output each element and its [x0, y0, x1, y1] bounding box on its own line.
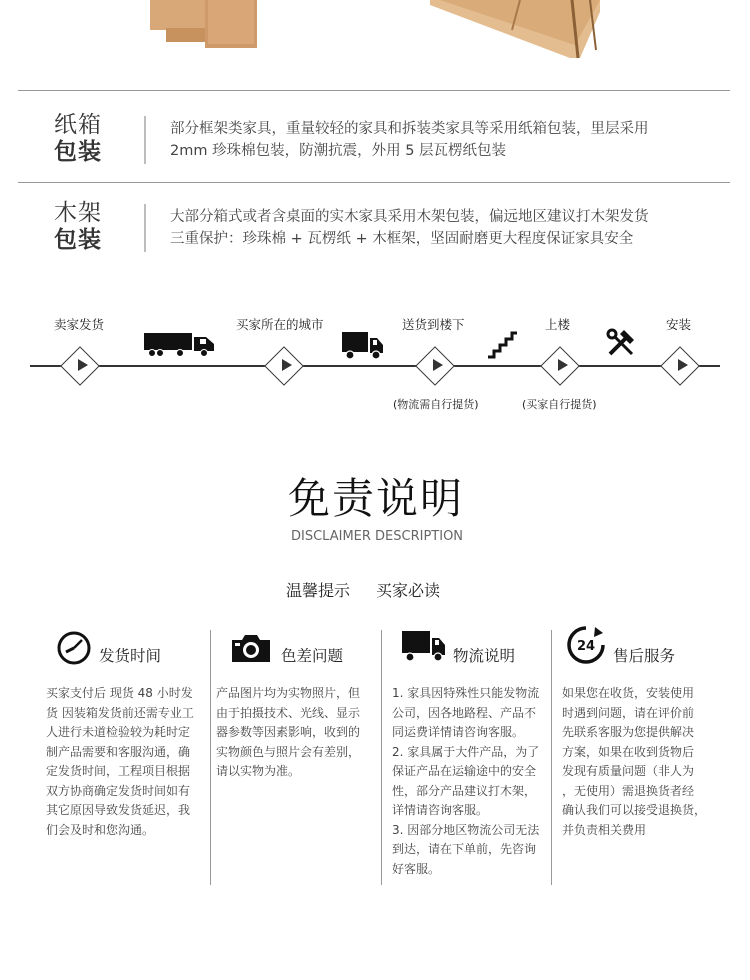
flow-note: (物流需自行提货): [393, 398, 479, 411]
text-line: 详情请咨询客服。: [392, 803, 489, 817]
play-icon: [282, 359, 292, 371]
delivery-truck-icon: [402, 630, 446, 662]
play-icon: [78, 359, 88, 371]
divider: [18, 182, 730, 183]
text-line: 产品图片均为实物照片，但: [216, 686, 361, 700]
color-difference-text: [216, 684, 376, 782]
logistics-text: [392, 684, 557, 879]
text-line: 如果您在收货，安装使用: [562, 686, 695, 700]
carton-packing-text: [170, 118, 649, 162]
flow-step-label: 安装: [666, 317, 692, 332]
text-line: 发现有质量问题（非人为: [562, 764, 695, 778]
text-line: 人进行未道检验较为耗时定: [46, 725, 191, 739]
text-line: 同运费详情请咨询客服。: [392, 725, 525, 739]
play-icon: [558, 359, 568, 371]
text-line: 时遇到问题，请在评价前: [562, 705, 695, 720]
text-line: 性，部分产品建议打木架，: [392, 783, 537, 798]
text-line: 方案，如果在收到货物后: [562, 744, 695, 759]
text-line: 大部分箱式或者含桌面的实木家具采用木架包装，偏远地区建议打木架发货: [170, 209, 649, 225]
text-line: 保证产品在运输途中的安全: [392, 764, 537, 778]
text-line: 买家支付后 现货 48 小时发: [46, 686, 193, 700]
text-line: 由于拍摄技术、光线、显示: [216, 705, 361, 720]
wood-frame-packing-text: [170, 206, 649, 250]
text-line: 三重保护：珍珠棉 + 瓦楞纸 + 木框架，坚固耐磨更大程度保证家具安全: [170, 231, 634, 247]
flow-step-label: 送货到楼下: [402, 317, 465, 332]
after-sales-text: [562, 684, 722, 840]
product-photo-strip: [0, 0, 750, 62]
van-icon: [342, 330, 384, 360]
vertical-bar: [144, 116, 146, 164]
24h-service-icon: [565, 624, 607, 666]
text-line: 实物颜色与照片会有差别，: [216, 744, 361, 759]
text-line: 好客服。: [392, 861, 441, 876]
stairs-icon: [486, 331, 518, 359]
text-line: 2. 家具属于大件产品，为了: [392, 744, 540, 759]
text-line: 双方协商确定发货时间如有: [46, 783, 191, 798]
text-line: 公司，因各地路程、产品不: [392, 705, 537, 720]
play-icon: [678, 359, 688, 371]
packaged-furniture-image: [0, 0, 750, 62]
flow-note: (买家自行提货): [522, 398, 597, 411]
camera-icon: [230, 632, 272, 664]
title-line: 木架: [54, 200, 102, 226]
flow-line: [30, 365, 720, 367]
service-badge-number: 24: [576, 639, 596, 654]
text-line: 器参数等因素影响，收到的: [216, 725, 361, 739]
text-line: 制产品需要和客服沟通，确: [46, 744, 191, 759]
text-line: 3. 因部分地区物流公司无法: [392, 822, 540, 837]
text-line: 2mm 珍珠棉包装，防潮抗震，外用 5 层瓦楞纸包装: [170, 143, 507, 159]
disclaimer-title: 免责说明: [288, 474, 465, 523]
flow-step-label: 买家所在的城市: [236, 317, 324, 332]
text-line: 确认我们可以接受退换货，: [562, 803, 707, 817]
text-line: 1. 家具因特殊性只能发物流: [392, 686, 540, 700]
flow-step-label: 上楼: [545, 317, 571, 332]
text-line: 请以实物为准。: [216, 764, 301, 778]
column-divider: [210, 630, 211, 885]
column-divider: [381, 630, 382, 885]
after-sales-heading: 售后服务: [613, 647, 676, 665]
text-line: 并负责相关费用: [562, 822, 647, 837]
column-divider: [551, 630, 552, 885]
text-line: ，无使用）需退换货者经: [562, 783, 695, 798]
color-difference-heading: 色差问题: [281, 647, 344, 665]
wood-frame-packing-title: [54, 200, 102, 254]
text-line: 们会及时和您沟通。: [46, 822, 155, 837]
title-line: 纸箱: [54, 112, 102, 138]
vertical-bar: [144, 204, 146, 252]
text-line: 部分框架类家具，重量较轻的家具和拆装类家具等采用纸箱包装，里层采用: [170, 121, 649, 137]
logistics-heading: 物流说明: [453, 647, 516, 665]
text-line: 定发货时间，工程项目根据: [46, 764, 191, 778]
title-line: 包装: [54, 227, 102, 253]
text-line: 到达，请在下单前，先咨询: [392, 842, 537, 856]
shipping-time-heading: 发货时间: [99, 647, 162, 665]
divider: [18, 90, 730, 91]
clock-icon: [56, 630, 92, 666]
shipping-time-text: [46, 684, 206, 840]
flow-step-label: 卖家发货: [54, 317, 105, 332]
disclaimer-subtitle: DISCLAIMER DESCRIPTION: [291, 529, 464, 544]
text-line: 货 因装箱发货前还需专业工: [46, 705, 194, 720]
text-line: 先联系客服为您提供解决: [562, 725, 695, 739]
carton-packing-title: [54, 112, 102, 166]
text-line: 其它原因导致发货延迟，我: [46, 803, 191, 817]
tip-label: 温馨提示: [286, 581, 351, 600]
play-icon: [433, 359, 443, 371]
truck-icon: [144, 331, 216, 359]
tip-label: 买家必读: [376, 581, 441, 600]
title-line: 包装: [54, 139, 102, 165]
tools-icon: [606, 328, 636, 358]
